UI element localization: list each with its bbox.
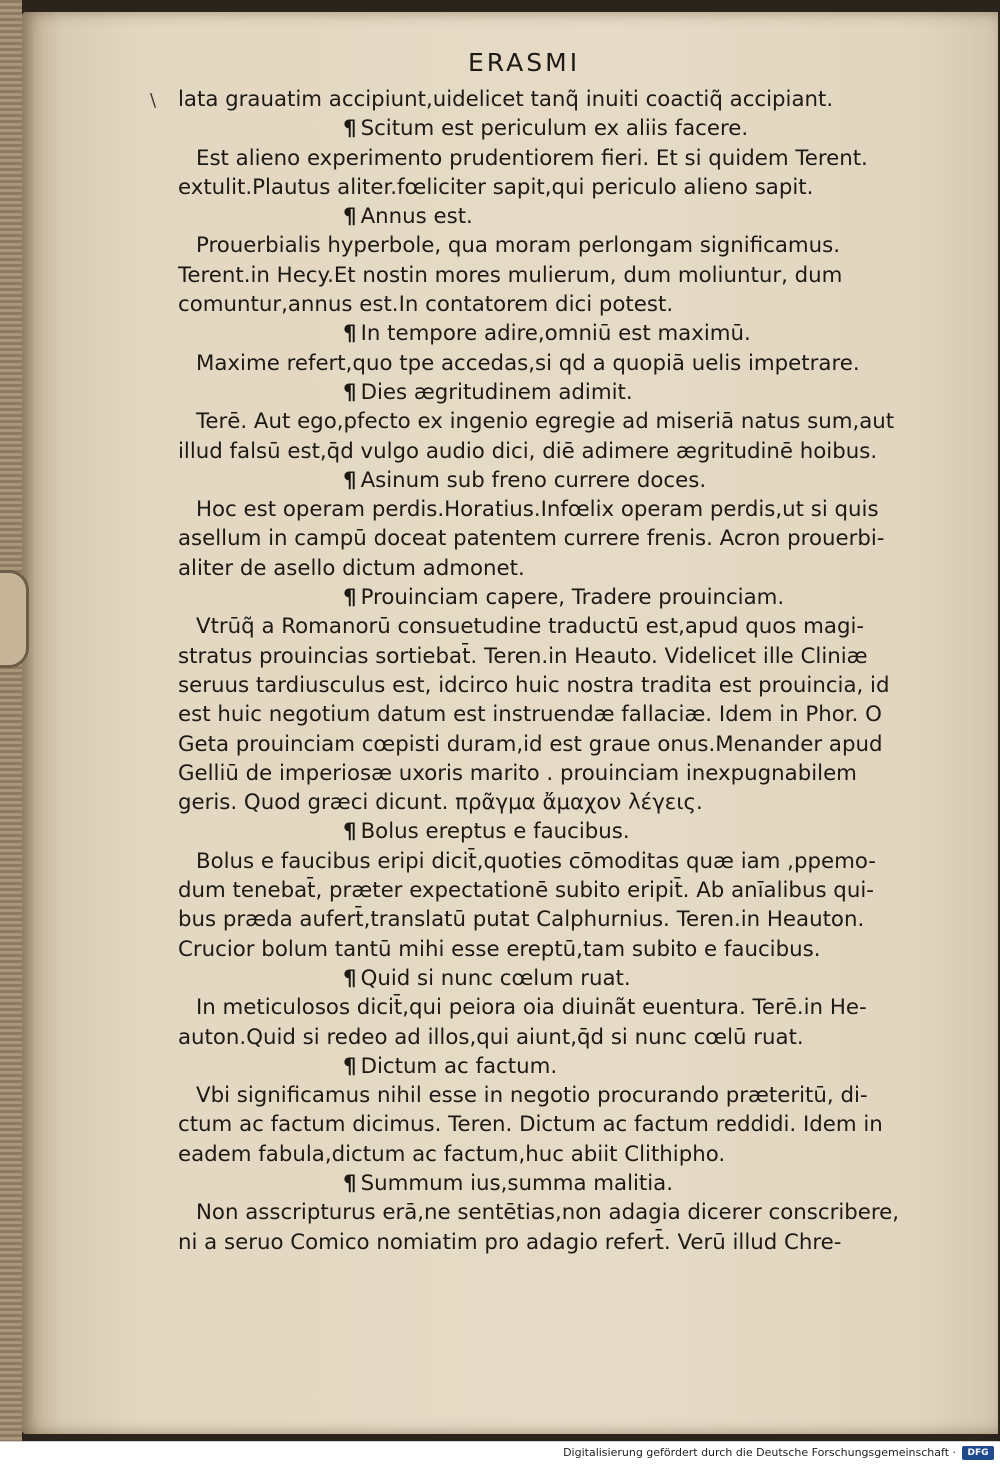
line-text: Quid si nunc cœlum ruat. [360,965,631,991]
text-line [178,788,898,817]
text-line [178,1081,898,1110]
text-line [178,1110,898,1139]
text-line [178,261,898,290]
line-text: asellum in campū doceat patentem currere frenis. Acron prouerbi- [178,526,885,552]
text-line [178,935,898,964]
pilcrow-icon: ¶ [343,819,357,845]
text-line [178,85,898,114]
adage-heading [178,202,898,231]
book-edge [0,0,22,1441]
text-line [178,612,898,641]
text-line [178,144,898,173]
adage-heading [178,1169,898,1198]
text-line [178,1228,898,1257]
pilcrow-icon: ¶ [343,1170,357,1196]
footer-credit: Digitalisierung gefördert durch die Deutsche Forschungsgemeinschaft · [563,1446,956,1459]
line-text: geris. Quod græci dicunt. πρᾶγμα ἄμαχον λέγεις. [178,790,703,816]
text-line [178,700,898,729]
text-line [178,524,898,553]
text-line [178,495,898,524]
adage-heading [178,817,898,846]
text-line [178,642,898,671]
text-line [178,1023,898,1052]
text-line [178,290,898,319]
line-text: Scitum est periculum ex aliis facere. [360,116,749,142]
line-text: Asinum sub freno currere doces. [360,467,707,493]
line-text: Terē. Aut ego,pfecto ex ingenio egregie ad miseriā natus sum,aut [196,409,895,435]
line-text: Annus est. [360,204,473,230]
text-line [178,671,898,700]
line-text: Geta prouinciam cœpisti duram,id est graue onus.Menander apud [178,731,883,757]
pilcrow-icon: ¶ [343,467,357,493]
text-line [178,437,898,466]
pilcrow-icon: ¶ [343,321,357,347]
text-line [178,231,898,260]
running-head: ERASMI [468,48,581,77]
dfg-logo-icon: DFG [962,1446,994,1460]
line-text: Dictum ac factum. [360,1053,558,1079]
text-line [178,349,898,378]
line-text: extulit.Plautus aliter.fœliciter sapit,qui periculo alieno sapit. [178,174,814,200]
text-line [178,1140,898,1169]
line-text: Summum ius,summa malitia. [360,1170,673,1196]
pilcrow-icon: ¶ [343,204,357,230]
line-text: lata grauatim accipiunt,uidelicet tanq͂ inuiti coactiq͂ accipiant. [178,87,834,112]
adage-heading [178,378,898,407]
line-text: Prouerbialis hyperbole, qua moram perlongam significamus. [196,233,840,259]
text-line [178,905,898,934]
line-text: seruus tardiusculus est, idcirco huic nostra tradita est prouincia, id [178,672,890,698]
line-text: Crucior bolum tantū mihi esse ereptū,tam subito e faucibus. [178,936,821,962]
pilcrow-icon: ¶ [343,1053,357,1079]
pilcrow-icon: ¶ [343,585,357,611]
text-line [178,847,898,876]
line-text: Dies ægritudinem adimit. [360,379,633,405]
line-text: In meticulosos dicit̄,qui peiora oia diuinãt euentura. Terē.in He- [196,995,867,1021]
line-text: ctum ac factum dicimus. Teren. Dictum ac factum reddidi. Idem in [178,1112,883,1138]
pilcrow-icon: ¶ [343,965,357,991]
text-line [178,730,898,759]
line-text: stratus prouincias sortiebat̄. Teren.in Heauto. Videlicet ille Cliniæ [178,643,868,669]
text-line [178,993,898,1022]
line-text: est huic negotium datum est instruendæ fallaciæ. Idem in Phor. O [178,702,882,728]
text-line [178,173,898,202]
line-text: Vbi significamus nihil esse in negotio procurando præteritū, di- [196,1083,868,1109]
footer-bar [0,1441,1000,1465]
text-line [178,759,898,788]
line-text: auton.Quid si redeo ad illos,qui aiunt,q̄d si nunc cœlū ruat. [178,1024,804,1050]
margin-mark: \ [150,90,157,111]
line-text: Maxime refert,quo tpe accedas,si qd a quopiā uelis impetrare. [196,350,860,376]
text-line [178,554,898,583]
clasp-icon [0,570,29,668]
line-text: bus præda aufert̄,translatū putat Calphurnius. Teren.in Heauton. [178,907,865,933]
line-text: Terent.in Hecy.Et nostin mores mulierum, dum moliuntur, dum [178,262,843,288]
text-line [178,876,898,905]
adage-heading [178,466,898,495]
adage-heading [178,964,898,993]
adage-heading [178,114,898,143]
line-text: eadem fabula,dictum ac factum,huc abiit Clithipho. [178,1141,726,1167]
line-text: Bolus e faucibus eripi dicit̄,quoties cōmoditas quæ iam ,ppemo- [196,848,876,874]
line-text: Hoc est operam perdis.Horatius.Infœlix operam perdis,ut si quis [196,497,879,523]
line-text: comuntur,annus est.In contatorem dici potest. [178,292,674,318]
line-text: Vtrūq͂ a Romanorū consuetudine traductū est,apud quos magi- [196,614,865,640]
line-text: In tempore adire,omniū est maximū. [360,321,751,347]
line-text: illud falsū est,q̄d vulgo audio dici, diē adimere ægritudinē hoibus. [178,438,878,464]
adage-heading [178,319,898,348]
line-text: Prouinciam capere, Tradere prouinciam. [360,585,785,611]
adage-heading [178,583,898,612]
line-text: aliter de asello dictum admonet. [178,555,525,581]
text-line [178,407,898,436]
line-text: dum tenebat̄, præter expectationē subito eripit̄. Ab anīalibus qui- [178,878,874,904]
text-line [178,1198,898,1227]
line-text: Bolus ereptus e faucibus. [360,819,630,845]
line-text: Est alieno experimento prudentiorem fieri. Et si quidem Terent. [196,145,868,171]
text-block [178,85,898,1257]
line-text: ni a seruo Comico nomiatim pro adagio refert̄. Verū illud Chre- [178,1229,842,1255]
pilcrow-icon: ¶ [343,116,357,142]
adage-heading [178,1052,898,1081]
line-text: Gelliū de imperiosæ uxoris marito . prouinciam inexpugnabilem [178,760,857,786]
line-text: Non asscripturus erā,ne sentētias,non adagia dicerer conscribere, [196,1200,900,1226]
pilcrow-icon: ¶ [343,379,357,405]
